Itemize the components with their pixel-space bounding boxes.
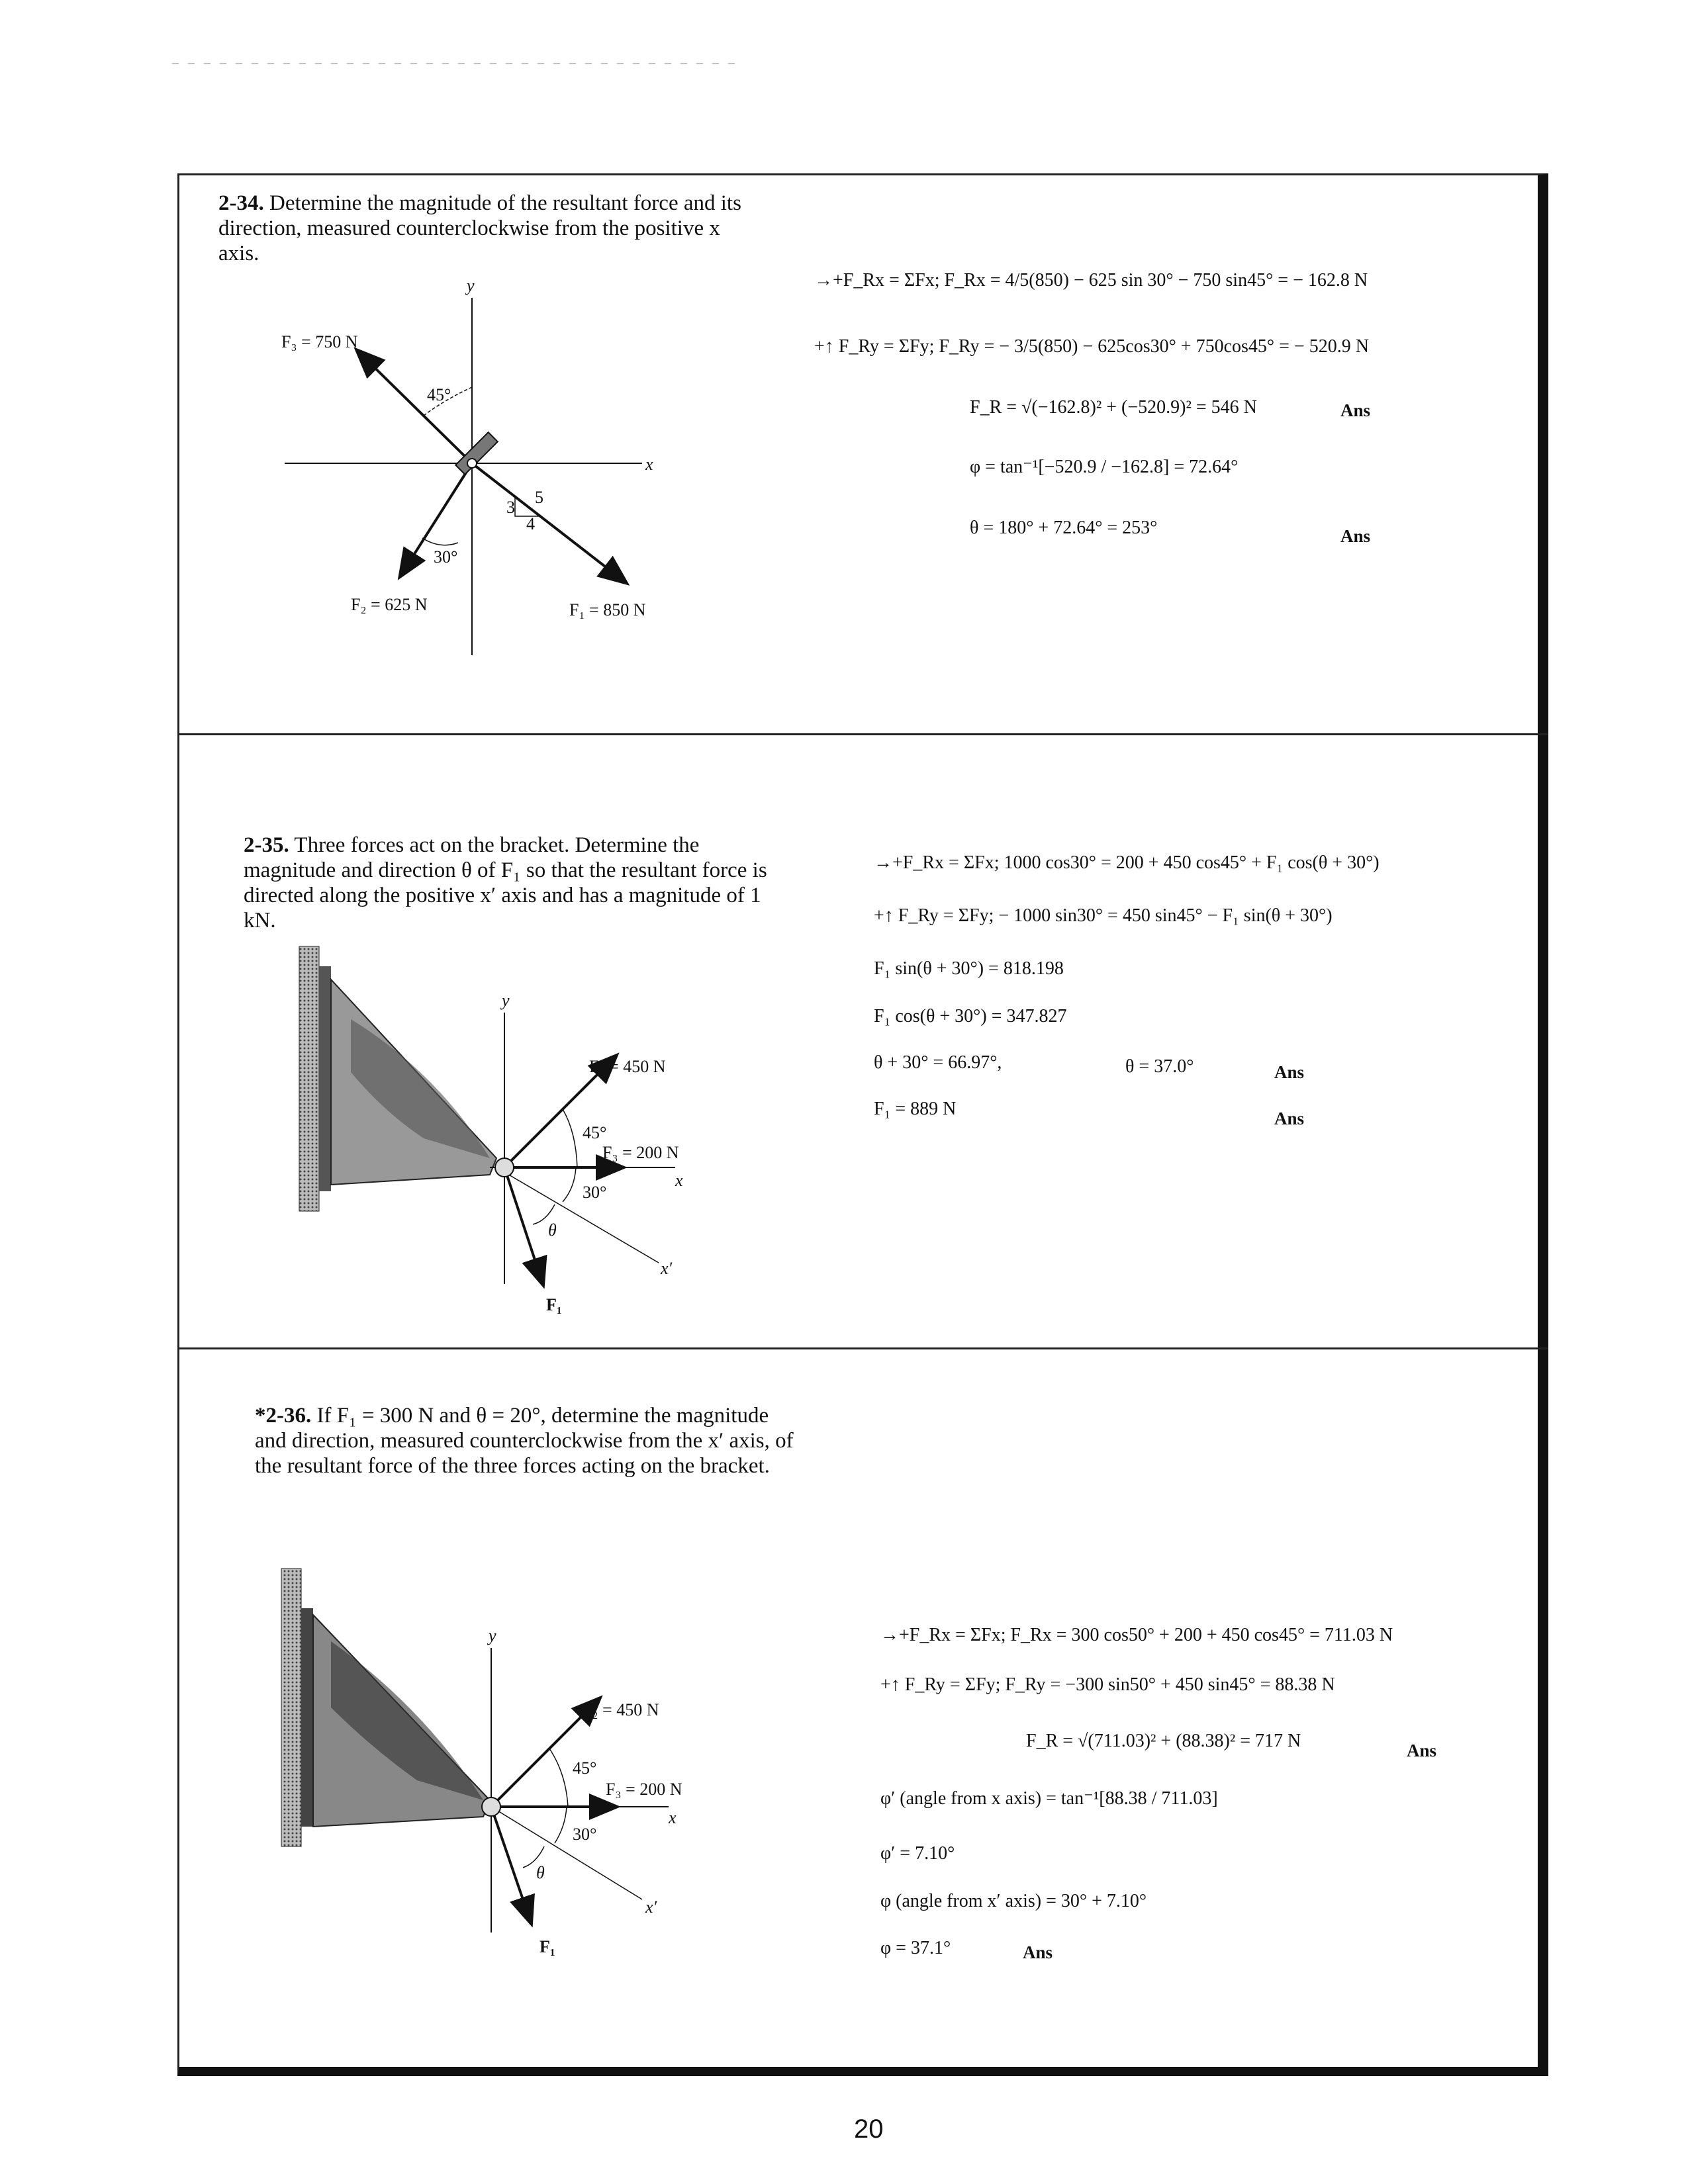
wall bbox=[281, 1569, 301, 1846]
section-divider-1 bbox=[177, 733, 1548, 735]
x-axis-label: x bbox=[669, 1808, 677, 1827]
f1-label: F₁ bbox=[539, 1937, 555, 1956]
angle-30-arc bbox=[422, 538, 458, 545]
scan-artifact bbox=[172, 63, 741, 64]
eq-35-1: →+F_Rx = ΣFx; 1000 cos30° = 200 + 450 cos45° + F₁ cos(θ + 30°) bbox=[874, 852, 1380, 873]
f1-label: F₁ = 850 N bbox=[569, 600, 646, 619]
figure-2-35 bbox=[291, 940, 715, 1324]
force-f1-arrow bbox=[491, 1807, 531, 1923]
eq-34-5: θ = 180° + 72.64° = 253° bbox=[970, 518, 1158, 538]
force-f1-arrow bbox=[504, 1167, 543, 1284]
wall bbox=[299, 946, 319, 1211]
xprime-axis-label: x′ bbox=[661, 1259, 673, 1278]
eq-36-5: φ′ = 7.10° bbox=[880, 1843, 955, 1864]
problem-number: *2-36. bbox=[255, 1404, 312, 1428]
problem-2-36-statement bbox=[255, 1403, 798, 1479]
eq-35-3: F₁ sin(θ + 30°) = 818.198 bbox=[874, 958, 1064, 979]
f3-label: F₃ = 200 N bbox=[606, 1780, 682, 1799]
x-axis-label: x bbox=[645, 455, 653, 474]
answer-35-1: Ans bbox=[1274, 1062, 1305, 1082]
f1-label: F₁ bbox=[546, 1295, 562, 1314]
pin bbox=[495, 1158, 514, 1177]
eq-36-7: φ = 37.1° bbox=[880, 1938, 951, 1958]
y-axis-label: y bbox=[502, 991, 510, 1010]
f3-label: F₃ = 200 N bbox=[602, 1143, 679, 1162]
force-f1-arrow bbox=[472, 463, 626, 582]
eq-36-3: F_R = √(711.03)² + (88.38)² = 717 N bbox=[1026, 1731, 1301, 1751]
pin bbox=[467, 459, 477, 468]
slope-5: 5 bbox=[535, 488, 543, 507]
eq-34-3: F_R = √(−162.8)² + (−520.9)² = 546 N bbox=[970, 397, 1257, 418]
force-f3-arrow bbox=[357, 351, 472, 463]
eq-35-7: F₁ = 889 N bbox=[874, 1099, 957, 1119]
angle-30-label: 30° bbox=[583, 1183, 607, 1202]
angle-30-label: 30° bbox=[573, 1825, 597, 1844]
angle-theta-label: θ bbox=[536, 1863, 545, 1882]
xprime-axis-label: x′ bbox=[645, 1897, 657, 1917]
angle-45-label: 45° bbox=[573, 1758, 597, 1778]
page-number: 20 bbox=[854, 2115, 884, 2144]
problem-2-35-statement bbox=[244, 833, 786, 933]
slope-3: 3 bbox=[506, 498, 515, 517]
angle-45-label: 45° bbox=[583, 1123, 607, 1142]
angle-45-arc bbox=[563, 1109, 577, 1167]
angle-theta-label: θ bbox=[548, 1220, 557, 1240]
problem-number: 2-34. bbox=[218, 191, 264, 215]
angle-45-arc bbox=[549, 1749, 568, 1807]
eq-34-4: φ = tan⁻¹[−520.9 / −162.8] = 72.64° bbox=[970, 457, 1239, 477]
problem-text: Three forces act on the bracket. Determine the magnitude and direction θ of F₁ so that the resultant force is directed along the positive x′ axis and has a magnitude of 1 kN. bbox=[244, 833, 767, 933]
figure-2-36 bbox=[271, 1562, 722, 1972]
mount-plate bbox=[319, 966, 331, 1191]
xprime-axis bbox=[491, 1807, 642, 1899]
answer-36-2: Ans bbox=[1023, 1942, 1053, 1962]
angle-30-label: 30° bbox=[434, 547, 458, 567]
eq-35-5: θ + 30° = 66.97°, bbox=[874, 1052, 1002, 1073]
f2-label: F₂ = 450 N bbox=[583, 1700, 659, 1719]
problem-number: 2-35. bbox=[244, 833, 289, 857]
figure-2-34 bbox=[265, 271, 728, 668]
eq-36-4: φ′ (angle from x axis) = tan⁻¹[88.38 / 711.03] bbox=[880, 1788, 1218, 1809]
eq-36-2: +↑ F_Ry = ΣFy; F_Ry = −300 sin50° + 450 sin45° = 88.38 N bbox=[880, 1674, 1335, 1695]
y-axis-label: y bbox=[467, 276, 475, 295]
eq-35-2: +↑ F_Ry = ΣFy; − 1000 sin30° = 450 sin45° − F₁ sin(θ + 30°) bbox=[874, 905, 1333, 926]
problem-2-34-statement bbox=[218, 191, 761, 266]
eq-36-1: →+F_Rx = ΣFx; F_Rx = 300 cos50° + 200 + 450 cos45° = 711.03 N bbox=[880, 1625, 1393, 1645]
angle-30-arc bbox=[555, 1807, 567, 1843]
y-axis-label: y bbox=[489, 1626, 496, 1645]
answer-36-1: Ans bbox=[1407, 1741, 1437, 1760]
answer-35-2: Ans bbox=[1274, 1109, 1305, 1128]
angle-45-label: 45° bbox=[427, 385, 451, 404]
eq-34-2: +↑ F_Ry = ΣFy; F_Ry = − 3/5(850) − 625cos30° + 750cos45° = − 520.9 N bbox=[814, 336, 1369, 357]
eq-35-6: θ = 37.0° bbox=[1125, 1056, 1194, 1077]
mount-plate bbox=[301, 1608, 313, 1827]
answer-34-2: Ans bbox=[1340, 526, 1371, 546]
section-divider-2 bbox=[177, 1347, 1548, 1349]
problem-text: If F₁ = 300 N and θ = 20°, determine the magnitude and direction, measured counterclockwise from the x′ axis, of the resultant force of the three forces acting on the bracket. bbox=[255, 1404, 794, 1478]
eq-35-4: F₁ cos(θ + 30°) = 347.827 bbox=[874, 1006, 1067, 1026]
slope-4: 4 bbox=[526, 514, 535, 533]
x-axis-label: x bbox=[675, 1171, 683, 1190]
answer-34-1: Ans bbox=[1340, 400, 1371, 420]
problem-text: Determine the magnitude of the resultant force and its direction, measured counterclockwise from the positive x axis. bbox=[218, 191, 741, 265]
pin bbox=[482, 1797, 500, 1816]
f3-label: F₃ = 750 N bbox=[281, 332, 358, 351]
eq-34-1: →+F_Rx = ΣFx; F_Rx = 4/5(850) − 625 sin 30° − 750 sin45° = − 162.8 N bbox=[814, 270, 1368, 291]
angle-30-arc bbox=[563, 1167, 576, 1202]
f2-label: F₂ = 625 N bbox=[351, 595, 428, 614]
f2-label: F₂ = 450 N bbox=[589, 1057, 666, 1076]
eq-36-6: φ (angle from x′ axis) = 30° + 7.10° bbox=[880, 1891, 1147, 1911]
